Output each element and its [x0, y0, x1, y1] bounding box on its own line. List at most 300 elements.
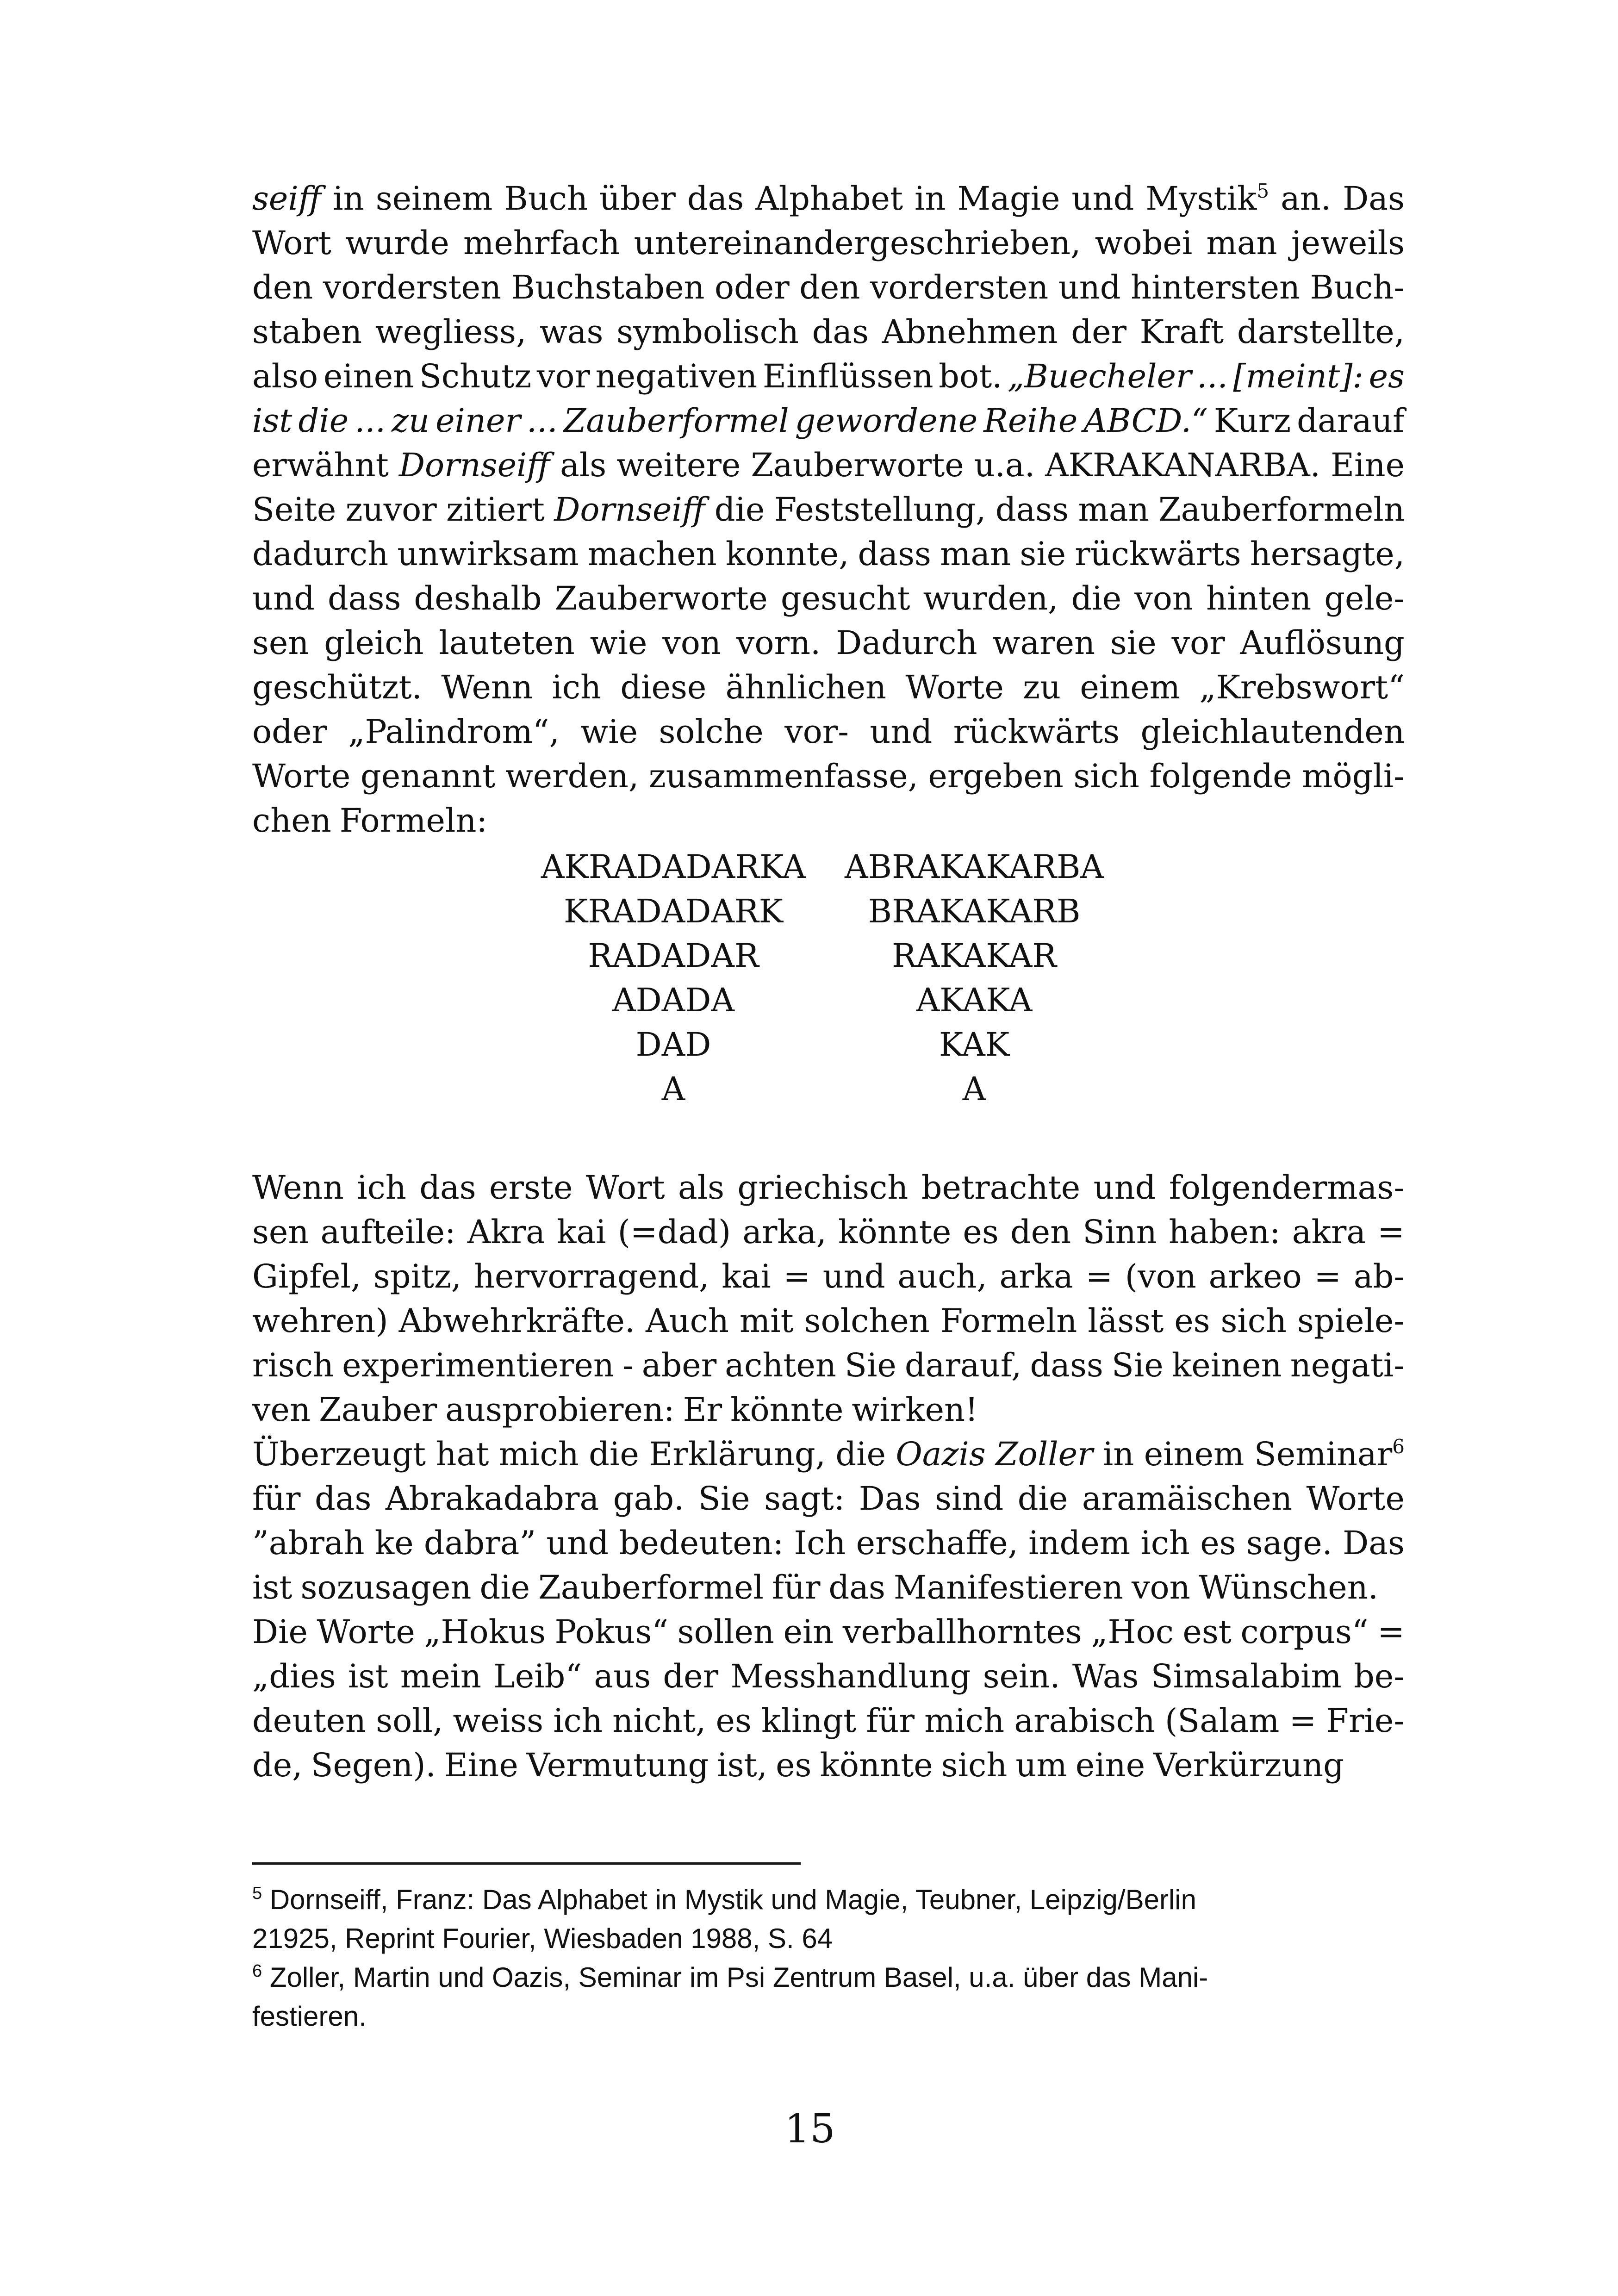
- word: die: [1017, 1480, 1068, 1518]
- word: sich: [1220, 1302, 1287, 1340]
- text-line: [252, 1565, 1405, 1610]
- word: Eine: [444, 1746, 518, 1784]
- word: einem: [1144, 1435, 1245, 1473]
- word: „Buecheler: [1008, 357, 1192, 395]
- word: aramäischen: [1082, 1480, 1293, 1518]
- word: Worte: [905, 668, 1004, 706]
- word: -: [622, 1346, 634, 1384]
- word: Dornseiff: [398, 446, 550, 484]
- formula-right-row: ABRAKAKARBA: [845, 848, 1104, 886]
- word: Das: [859, 1480, 921, 1518]
- word: deshalb: [414, 579, 542, 617]
- word: es: [1369, 357, 1405, 395]
- word: das: [812, 313, 869, 351]
- word: „dies: [252, 1657, 336, 1695]
- word: ich: [553, 1702, 603, 1740]
- word: Messhandlung: [730, 1657, 971, 1695]
- word: hersagte,: [1250, 535, 1405, 573]
- word: vordersten: [870, 268, 1049, 306]
- word: waren: [992, 624, 1095, 662]
- word: kai: [556, 1213, 606, 1251]
- word: mich: [924, 1702, 1005, 1740]
- word: staben: [252, 313, 362, 351]
- word: hintersten: [1130, 268, 1301, 306]
- text-line: [252, 665, 1405, 709]
- word: chen: [252, 802, 331, 840]
- word: mögli-: [1302, 757, 1405, 795]
- text-line: [252, 310, 1405, 354]
- text-line: [252, 1521, 1405, 1565]
- word: oder: [714, 268, 790, 306]
- word: der: [663, 1657, 719, 1695]
- word: Worte: [317, 1613, 415, 1651]
- text-line: [252, 709, 1405, 754]
- word: Überzeugt: [252, 1435, 426, 1473]
- word: folgendermas-: [1169, 1169, 1405, 1207]
- word: soll,: [376, 1702, 443, 1740]
- word: rückwärts: [1075, 535, 1241, 573]
- word: Pokus“: [554, 1613, 669, 1651]
- footnote-line: [252, 1997, 1405, 2036]
- word: Dadurch: [836, 624, 977, 662]
- word: Feststellung,: [774, 491, 986, 529]
- word: Die: [252, 1613, 308, 1651]
- word: Schutz: [419, 357, 532, 395]
- word: von: [1131, 1568, 1190, 1606]
- word: zusammenfasse,: [648, 757, 918, 795]
- word: corpus“: [1240, 1613, 1369, 1651]
- word: mit: [739, 1302, 794, 1340]
- word: ich: [357, 1169, 406, 1207]
- word: Das: [1343, 180, 1405, 218]
- word: de,: [252, 1746, 303, 1784]
- word: risch: [252, 1346, 334, 1384]
- word: für: [866, 1702, 915, 1740]
- word: es: [1200, 1524, 1236, 1562]
- formula-right-row: A: [962, 1070, 986, 1108]
- word: gleichlautenden: [1140, 713, 1405, 751]
- word: arkeo: [1208, 1257, 1302, 1295]
- word: akra: [1292, 1213, 1366, 1251]
- formula-left-row: A: [661, 1070, 685, 1108]
- word: die: [1071, 579, 1122, 617]
- word: klingt: [761, 1702, 857, 1740]
- word: =: [1377, 1213, 1405, 1251]
- word: vor: [1171, 624, 1225, 662]
- text-line: [252, 176, 1405, 221]
- word: die: [714, 491, 765, 529]
- word: Zauberworte: [554, 579, 768, 617]
- word: es: [716, 1702, 752, 1740]
- word: erste: [489, 1169, 573, 1207]
- word: Eine: [1331, 446, 1405, 484]
- word: darstellte,: [1237, 313, 1405, 351]
- word: die: [835, 1435, 886, 1473]
- word: sie: [1110, 624, 1157, 662]
- word: Frie-: [1326, 1702, 1405, 1740]
- formula-right-row: RAKAKAR: [892, 937, 1057, 975]
- word: sen: [252, 624, 309, 662]
- word: solchen: [804, 1302, 930, 1340]
- word: Worte: [252, 757, 351, 795]
- word: arabisch: [1014, 1702, 1155, 1740]
- word: est: [1182, 1613, 1232, 1651]
- word: könnte: [838, 1213, 952, 1251]
- text-line: [252, 1343, 1405, 1388]
- word: den: [252, 268, 313, 306]
- word: mein: [400, 1657, 482, 1695]
- word: Formeln: [940, 1302, 1077, 1340]
- word: „Palindrom“,: [348, 713, 560, 751]
- word: rückwärts: [953, 713, 1120, 751]
- word: die: [479, 1568, 530, 1606]
- word: und: [1071, 180, 1134, 218]
- text-line: [252, 576, 1405, 621]
- word: wurden,: [923, 579, 1058, 617]
- formula-left-row: RADADAR: [588, 937, 759, 975]
- footnote-marker: 6: [1392, 1435, 1405, 1458]
- text-line: [252, 1388, 1405, 1432]
- word: AKRAKANARBA.: [1045, 446, 1320, 484]
- word: und: [546, 1524, 609, 1562]
- word: spitz,: [373, 1257, 462, 1295]
- word: Zauber: [319, 1391, 437, 1429]
- formula-left-row: DAD: [635, 1026, 711, 1064]
- word: lässt: [1088, 1302, 1164, 1340]
- word: erwähnt: [252, 446, 389, 484]
- word: mich: [498, 1435, 579, 1473]
- word: =: [1289, 1702, 1317, 1740]
- word: nicht,: [612, 1702, 706, 1740]
- word: Einflüssen: [762, 357, 933, 395]
- word: oder: [252, 713, 327, 751]
- word: zu: [1023, 668, 1061, 706]
- word: dass: [995, 491, 1069, 529]
- word: sen: [252, 1213, 309, 1251]
- word: das: [314, 1480, 372, 1518]
- word: (von: [1125, 1257, 1196, 1295]
- word: Sie: [1111, 1346, 1164, 1384]
- footnote-number: 6: [252, 1961, 262, 1981]
- word: Reihe: [983, 402, 1078, 440]
- word: dabra”: [423, 1524, 536, 1562]
- word: sein.: [983, 1657, 1060, 1695]
- word: es: [1174, 1302, 1210, 1340]
- word: was: [539, 313, 604, 351]
- footnote-line: [252, 1958, 1405, 1997]
- word: (=dad): [617, 1213, 731, 1251]
- formula-left-row: AKRADADARKA: [541, 848, 806, 886]
- footnote-number: 5: [252, 1884, 262, 1903]
- word: ich: [552, 668, 602, 706]
- word: man: [1078, 491, 1149, 529]
- word: ist: [348, 1657, 388, 1695]
- word: sollen: [677, 1613, 774, 1651]
- word: wie: [590, 624, 647, 662]
- word: lauteten: [439, 624, 575, 662]
- word: in: [333, 180, 364, 218]
- text-line: [252, 265, 1405, 310]
- word: negati-: [1290, 1346, 1405, 1384]
- word: vor-: [784, 713, 849, 751]
- word: genannt: [360, 757, 496, 795]
- word: dass: [858, 535, 931, 573]
- word: weitere: [616, 446, 741, 484]
- word: Seminar$^6$: [1254, 1435, 1405, 1473]
- text-line: [252, 798, 1405, 843]
- word: Buch-: [1310, 268, 1405, 306]
- word: vorn.: [736, 624, 821, 662]
- footnote-separator: [252, 1862, 801, 1865]
- word: für: [772, 1568, 821, 1606]
- word: bot.: [939, 357, 1002, 395]
- word: Sinn: [1083, 1213, 1157, 1251]
- word: Simsalabim: [1151, 1657, 1342, 1695]
- word: sind: [935, 1480, 1004, 1518]
- word: Abrakadabra: [385, 1480, 599, 1518]
- word: gleich: [324, 624, 424, 662]
- word: gesucht: [780, 579, 910, 617]
- word: Mystik$^5$: [1145, 180, 1270, 218]
- text-line: [252, 1743, 1405, 1787]
- word: also: [252, 357, 318, 395]
- word: Zauberformel: [563, 402, 789, 440]
- word: spiele-: [1297, 1302, 1405, 1340]
- word: den: [799, 268, 860, 306]
- word: darauf: [1297, 402, 1405, 440]
- word: Vermutung: [526, 1746, 709, 1784]
- footnote-text: Dornseiff, Franz: Das Alphabet in Mystik und Magie, Teubner, Leipzig/Berlin: [269, 1884, 1196, 1915]
- word: ergeben: [928, 757, 1064, 795]
- formula-right-row: AKAKA: [916, 981, 1033, 1019]
- word: vor: [536, 357, 590, 395]
- word: aufteile:: [320, 1213, 456, 1251]
- word: hinten: [1206, 579, 1312, 617]
- text-line: [252, 754, 1405, 798]
- footnote-text: 21925, Reprint Fourier, Wiesbaden 1988, S. 64: [252, 1923, 833, 1954]
- word: erschaffe,: [856, 1524, 1018, 1562]
- word: und: [822, 1257, 885, 1295]
- word: Zauberworte: [751, 446, 964, 484]
- word: eine: [1075, 1746, 1145, 1784]
- footnote-text: festieren.: [252, 2001, 367, 2032]
- word: Wenn: [252, 1169, 344, 1207]
- word: machen: [587, 535, 717, 573]
- word: ähnlichen: [725, 668, 887, 706]
- page-number: 15: [784, 2106, 835, 2152]
- word: einem: [1080, 668, 1181, 706]
- word: unwirksam: [397, 535, 579, 573]
- word: Verkürzung: [1153, 1746, 1344, 1784]
- word: und: [1058, 268, 1121, 306]
- word: zitiert: [446, 491, 545, 529]
- text-line: [252, 1610, 1405, 1654]
- word: dass: [328, 579, 401, 617]
- word: [meint]:: [1233, 357, 1363, 395]
- word: =: [1085, 1257, 1113, 1295]
- word: be-: [1353, 1657, 1405, 1695]
- word: negativen: [595, 357, 758, 395]
- word: jeweils: [1291, 224, 1405, 262]
- text-line: [252, 221, 1405, 265]
- word: Erklärung,: [649, 1435, 826, 1473]
- word: diese: [620, 668, 707, 706]
- word: symbolisch: [616, 313, 799, 351]
- word: Manifestieren: [893, 1568, 1123, 1606]
- text-line: [252, 487, 1405, 532]
- word: um: [1015, 1746, 1067, 1784]
- word: „Hoc: [1091, 1613, 1174, 1651]
- word: Auflösung: [1240, 624, 1405, 662]
- word: Formeln:: [339, 802, 488, 840]
- formula-right-row: KAK: [939, 1026, 1010, 1064]
- footnote-marker: 5: [1257, 180, 1270, 202]
- word: es: [963, 1213, 999, 1251]
- word: Zoller: [996, 1435, 1093, 1473]
- word: wirken!: [852, 1391, 978, 1429]
- text-line: [252, 443, 1405, 487]
- word: ich: [1140, 1524, 1190, 1562]
- text-line: [252, 398, 1405, 443]
- word: könnte: [820, 1746, 933, 1784]
- word: auch,: [897, 1257, 987, 1295]
- word: Auch: [646, 1302, 729, 1340]
- word: Leib“: [493, 1657, 582, 1695]
- word: verballhorntes: [842, 1613, 1082, 1651]
- word: sozusagen: [300, 1568, 472, 1606]
- word: ein: [783, 1613, 834, 1651]
- word: konnte,: [725, 535, 849, 573]
- word: gewordene: [795, 402, 978, 440]
- word: einer: [436, 402, 521, 440]
- word: sagt:: [764, 1480, 845, 1518]
- text-line: [252, 1654, 1405, 1699]
- word: das: [687, 180, 744, 218]
- word: sich: [1073, 757, 1140, 795]
- word: (Salam: [1164, 1702, 1280, 1740]
- word: Abnehmen: [882, 313, 1058, 351]
- word: man: [940, 535, 1011, 573]
- word: ...: [1196, 357, 1228, 395]
- word: zu: [392, 402, 429, 440]
- text-line: [252, 1165, 1405, 1210]
- text-line: [252, 1476, 1405, 1521]
- word: an.: [1281, 180, 1332, 218]
- word: gele-: [1324, 579, 1405, 617]
- word: Was: [1072, 1657, 1139, 1695]
- word: und: [252, 579, 315, 617]
- text-line: [252, 1699, 1405, 1743]
- word: Wenn: [441, 668, 533, 706]
- word: man: [1206, 224, 1277, 262]
- footnote-text: Zoller, Martin und Oazis, Seminar im Psi Zentrum Basel, u.a. über das Mani-: [269, 1962, 1208, 1993]
- text-line: [252, 1299, 1405, 1343]
- word: den: [1010, 1213, 1071, 1251]
- word: arka: [999, 1257, 1073, 1295]
- word: ”abrah: [252, 1524, 365, 1562]
- word: werden,: [505, 757, 639, 795]
- word: ven: [252, 1391, 311, 1429]
- word: Seite: [252, 491, 336, 529]
- word: es: [776, 1746, 812, 1784]
- word: für: [252, 1480, 301, 1518]
- word: Gipfel,: [252, 1257, 361, 1295]
- word: u.a.: [974, 446, 1035, 484]
- word: arka,: [742, 1213, 827, 1251]
- word: folgende: [1149, 757, 1292, 795]
- word: hervorragend,: [473, 1257, 709, 1295]
- word: Sie: [698, 1480, 750, 1518]
- word: Dornseiff: [554, 491, 705, 529]
- word: die: [298, 402, 349, 440]
- word: von: [662, 624, 721, 662]
- word: das: [419, 1169, 476, 1207]
- word: ist: [252, 1568, 292, 1606]
- text-line: [252, 1432, 1405, 1476]
- word: experimentieren: [342, 1346, 614, 1384]
- word: die: [589, 1435, 639, 1473]
- word: in: [915, 180, 946, 218]
- word: „Krebswort“: [1199, 668, 1405, 706]
- word: haben:: [1168, 1213, 1281, 1251]
- word: ist,: [717, 1746, 768, 1784]
- word: sage.: [1246, 1524, 1332, 1562]
- word: Kraft: [1139, 313, 1224, 351]
- word: betrachte: [921, 1169, 1081, 1207]
- word: Alphabet: [755, 180, 903, 218]
- word: als: [678, 1169, 725, 1207]
- formula-right-row: BRAKAKARB: [868, 892, 1081, 930]
- word: Wort: [252, 224, 331, 262]
- word: über: [599, 180, 676, 218]
- word: =: [783, 1257, 811, 1295]
- word: wurde: [345, 224, 449, 262]
- footnote-line: [252, 1919, 1405, 1958]
- word: Zauberformeln: [1158, 491, 1405, 529]
- word: Das: [1343, 1524, 1405, 1562]
- word: sie: [1020, 535, 1066, 573]
- word: der: [1071, 313, 1126, 351]
- word: wehren): [252, 1302, 388, 1340]
- word: wegliess,: [375, 313, 527, 351]
- word: vordersten: [323, 268, 502, 306]
- word: Buchstaben: [511, 268, 705, 306]
- word: und: [1093, 1169, 1156, 1207]
- word: griechisch: [737, 1169, 909, 1207]
- word: solche: [659, 713, 764, 751]
- word: keinen: [1171, 1346, 1282, 1384]
- word: wobei: [1095, 224, 1193, 262]
- word: in: [1102, 1435, 1134, 1473]
- word: darauf,: [904, 1346, 1022, 1384]
- word: bedeuten:: [619, 1524, 784, 1562]
- word: Er: [683, 1391, 722, 1429]
- word: könnte: [730, 1391, 844, 1429]
- word: ...: [355, 402, 386, 440]
- text-line: [252, 532, 1405, 576]
- word: Wort: [585, 1169, 665, 1207]
- word: Abwehrkräfte.: [398, 1302, 635, 1340]
- word: Segen).: [311, 1746, 436, 1784]
- text-line: [252, 354, 1405, 398]
- footnote-line: [252, 1880, 1405, 1919]
- word: ab-: [1353, 1257, 1405, 1295]
- word: als: [560, 446, 607, 484]
- word: ausprobieren:: [445, 1391, 675, 1429]
- word: =: [1377, 1613, 1405, 1651]
- word: gab.: [613, 1480, 685, 1518]
- word: weiss: [453, 1702, 544, 1740]
